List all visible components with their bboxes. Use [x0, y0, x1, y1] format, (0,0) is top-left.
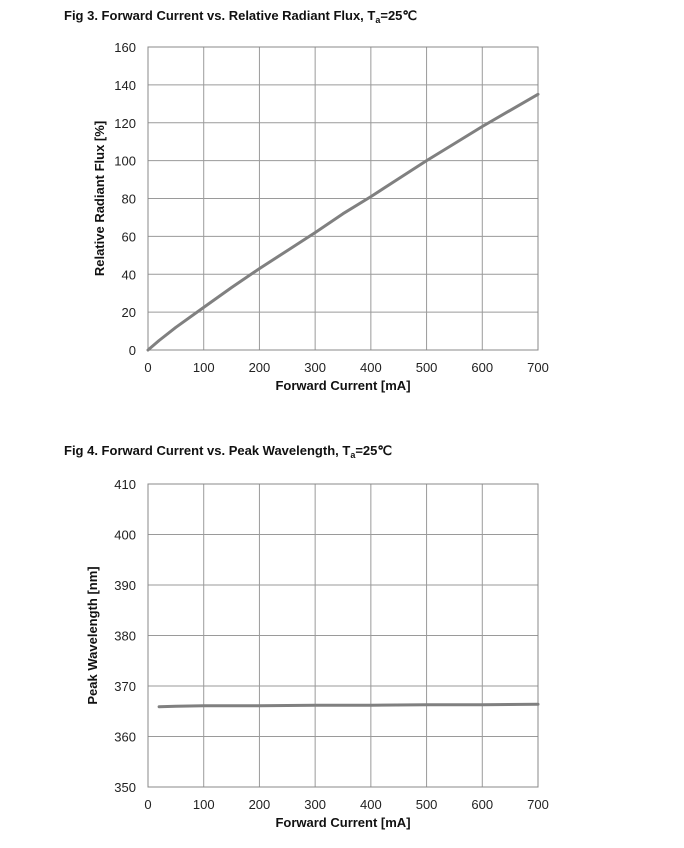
fig4-y-tick-label: 390	[114, 578, 136, 593]
fig4-x-tick-label: 500	[415, 797, 438, 812]
fig4-y-axis-label: Peak Wavelength [nm]	[85, 566, 100, 705]
fig3-title-text: Fig 3. Forward Current vs. Relative Radiant Flux, T	[64, 8, 376, 23]
fig3-x-tick-label: 300	[304, 360, 326, 375]
fig4-y-tick-label: 380	[114, 628, 136, 644]
fig4-x-tick-label: 200	[248, 797, 271, 812]
fig4-y-tick-label: 360	[114, 729, 136, 745]
fig3-title-subscript: a	[375, 15, 381, 25]
fig4-title-subscript: a	[350, 450, 356, 460]
fig3-y-tick-label: 60	[121, 229, 136, 245]
fig4-x-tick-label: 0	[144, 797, 152, 812]
fig3-y-axis-label: Relative Radiant Flux [%]	[92, 120, 107, 277]
fig4-x-tick-label: 400	[360, 797, 382, 812]
fig3-x-tick-label: 400	[360, 360, 382, 375]
fig3-y-tick-label: 0	[128, 343, 136, 358]
fig3-y-tick-label: 100	[114, 153, 136, 169]
fig3-x-tick-label: 100	[192, 360, 215, 375]
fig4-y-tick-label: 350	[114, 780, 136, 795]
fig3-x-tick-label: 600	[471, 360, 494, 375]
fig4-y-tick-label: 410	[114, 477, 136, 492]
fig4-title-text: Fig 4. Forward Current vs. Peak Wavelength, T	[64, 443, 351, 458]
fig3-title-suffix: =25℃	[380, 8, 418, 23]
fig3-y-tick-label: 80	[121, 191, 136, 207]
fig3-y-tick-label: 40	[121, 267, 136, 283]
fig3-y-tick-label: 140	[114, 77, 136, 93]
fig3-x-axis-label: Forward Current [mA]	[275, 378, 411, 393]
fig4-y-tick-label: 400	[114, 527, 136, 543]
fig3-y-tick-label: 120	[114, 115, 136, 131]
fig3-y-tick-label: 20	[121, 305, 136, 321]
fig4-x-tick-label: 700	[527, 797, 549, 812]
fig3-x-tick-label: 700	[527, 360, 549, 375]
fig4-x-tick-label: 100	[192, 797, 215, 812]
fig4-x-tick-label: 300	[304, 797, 326, 812]
fig3-y-tick-label: 160	[114, 40, 136, 55]
fig4-y-tick-label: 370	[114, 679, 136, 694]
fig4-series-line	[159, 704, 538, 707]
fig3-x-tick-label: 0	[144, 360, 152, 375]
fig3-x-tick-label: 500	[415, 360, 438, 375]
fig4-x-tick-label: 600	[471, 797, 494, 812]
fig3-x-tick-label: 200	[248, 360, 271, 375]
fig4-x-axis-label: Forward Current [mA]	[275, 815, 411, 830]
fig4-title-suffix: =25℃	[355, 443, 392, 458]
